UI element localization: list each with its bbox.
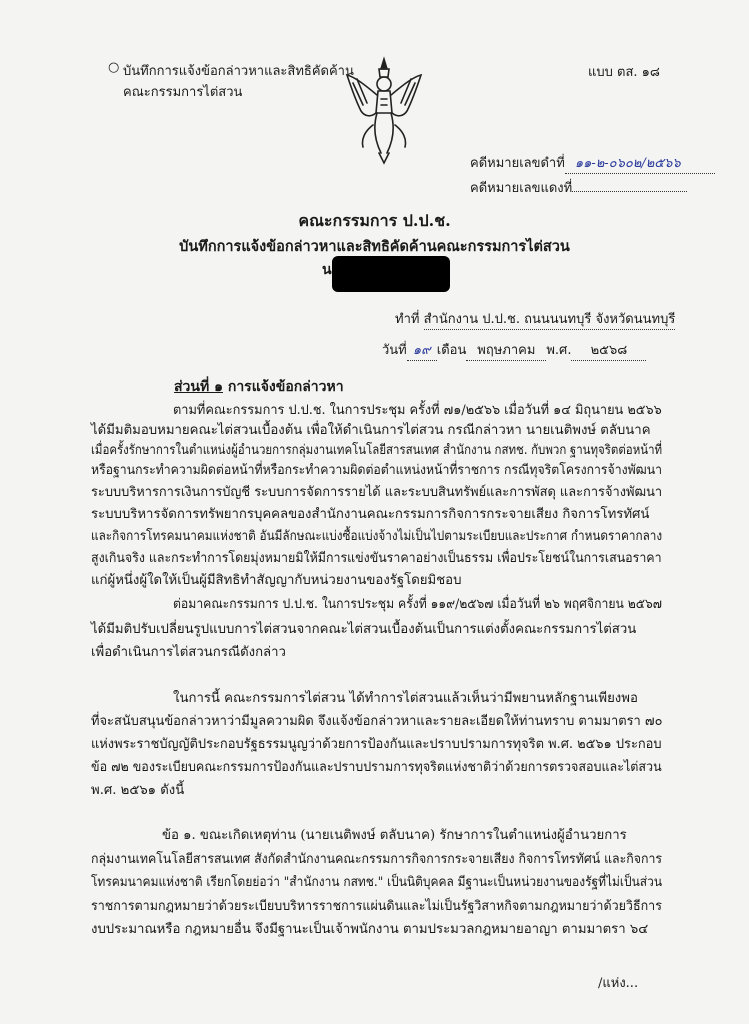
para4-line: กลุ่มงานเทคโนโลยีสารสนเทศ สังกัดสำนักงานคณะกรรมการกิจการกระจายเสียง กิจการโทรทัศน์ และกิจการ bbox=[91, 852, 663, 867]
place-prefix: ทำที่ bbox=[395, 312, 420, 327]
date-day-label: วันที่ bbox=[382, 343, 407, 358]
place-line bbox=[395, 308, 675, 330]
place-value: สำนักงาน ป.ป.ช. ถนนนนทบุรี จังหวัดนนทบุรี bbox=[424, 308, 676, 330]
para2-line: ต่อมาคณะกรรมการ ป.ป.ช. ในการประชุม ครั้งที่ ๑๑๙/๒๕๖๗ เมื่อวันที่ ๒๖ พฤศจิกายน ๒๕๖๗ bbox=[173, 597, 662, 612]
para1-line: เมื่อครั้งรักษาการในตำแหน่งผู้อำนวยการกลุ่มงานเทคโนโลยีสารสนเทศ สำนักงาน กสทช. กับพวก ฐานทุจริตต่อหน้าที่ bbox=[91, 443, 663, 458]
date-month: พฤษภาคม bbox=[477, 343, 536, 358]
para2-line: เพื่อดำเนินการไต่สวนกรณีดังกล่าว bbox=[91, 645, 286, 660]
para4-line: งบประมาณหรือ กฎหมายอื่น จึงมีฐานะเป็นเจ้าพนักงาน ตามประมวลกฎหมายอาญา ตามมาตรา ๖๔ bbox=[91, 922, 649, 937]
para3-line: แห่งพระราชบัญญัติประกอบรัฐธรรมนูญว่าด้วยการป้องกันและปราบปรามการทุจริต พ.ศ. ๒๕๖๑ ประกอบ bbox=[91, 737, 662, 752]
para3-line: พ.ศ. ๒๕๖๑ ดังนี้ bbox=[91, 783, 185, 798]
header-label-line2: คณะกรรมการไต่สวน bbox=[123, 85, 243, 100]
case-red-number bbox=[470, 177, 687, 198]
para3-line: ในการนี้ คณะกรรมการไต่สวน ได้ทำการไต่สวนแล้วเห็นว่ามีพยานหลักฐานเพียงพอ bbox=[173, 691, 638, 706]
case-black-number bbox=[470, 152, 715, 174]
garuda-emblem bbox=[343, 55, 425, 165]
date-month-label: เดือน bbox=[436, 343, 467, 358]
case-black-label: คดีหมายเลขดำที่ bbox=[470, 156, 565, 171]
para2-line: ได้มีมติปรับเปลี่ยนรูปแบบการไต่สวนจากคณะไต่สวนเบื้องต้นเป็นการแต่งตั้งคณะกรรมการไต่สวน bbox=[91, 622, 637, 637]
record-title: บันทึกการแจ้งข้อกล่าวหาและสิทธิคัดค้านคณะกรรมการไต่สวน bbox=[179, 238, 570, 255]
para1-line: ระบบบริหารจัดการทรัพยากรบุคคลของสำนักงานคณะกรรมการกิจการกระจายเสียง กิจการโทรทัศน์ bbox=[91, 507, 650, 522]
committee-title: คณะกรรมการ ป.ป.ช. bbox=[298, 211, 451, 230]
redacted-name-prefix: น bbox=[322, 262, 332, 278]
para1-line: สูงเกินจริง และกระทำการโดยมุ่งหมายมิให้มีการแข่งขันราคาอย่างเป็นธรรม เพื่อประโยชน์ในการเสนอราคา bbox=[91, 551, 662, 566]
section1-heading bbox=[174, 376, 344, 398]
redaction-block bbox=[332, 256, 450, 292]
para4-line: ข้อ ๑. ขณะเกิดเหตุท่าน (นายเนติพงษ์ ตลับนาค) รักษาการในตำแหน่งผู้อำนวยการ bbox=[162, 828, 627, 843]
case-black-value: ๑๑-๒-๐๖๐๒/๒๕๖๖ bbox=[574, 156, 681, 171]
para3-line: ข้อ ๗๒ ของระเบียบคณะกรรมการป้องกันและปราบปรามการทุจริตแห่งชาติว่าด้วยการตรวจสอบและไต่สวน bbox=[91, 760, 662, 775]
section1-number: ส่วนที่ ๑ bbox=[174, 379, 223, 395]
continue-marker: /แห่ง... bbox=[598, 976, 639, 991]
header-label-line1: บันทึกการแจ้งข้อกล่าวหาและสิทธิคัดค้าน bbox=[123, 64, 354, 79]
para1-line: และกิจการโทรคมนาคมแห่งชาติ อันมีลักษณะแบ่งซื้อแบ่งจ้างไม่เป็นไปตามระเบียบและประกาศ กำหนดราคากลาง bbox=[91, 529, 663, 544]
form-code: แบบ ตส. ๑๘ bbox=[588, 65, 660, 80]
date-line bbox=[382, 339, 646, 361]
para1-line: แก่ผู้หนึ่งผู้ใดให้เป็นผู้มีสิทธิทำสัญญากับหน่วยงานของรัฐโดยมิชอบ bbox=[91, 573, 462, 588]
para4-line: ราชการตามกฎหมายว่าด้วยระเบียบบริหารราชการแผ่นดินและไม่เป็นรัฐวิสาหกิจตามกฎหมายว่าด้วยวิธีการ bbox=[91, 899, 662, 914]
para1-line: ได้มีมติมอบหมายคณะไต่สวนเบื้องต้น เพื่อให้ดำเนินการไต่สวน กรณีกล่าวหา นายเนติพงษ์ ตลับนาค bbox=[91, 423, 651, 438]
section1-title: การแจ้งข้อกล่าวหา bbox=[227, 379, 344, 395]
para4-line: โทรคมนาคมแห่งชาติ เรียกโดยย่อว่า "สำนักงาน กสทช." เป็นนิติบุคคล มีฐานะเป็นหน่วยงานของรัฐที่ไม่เป็นส่วน bbox=[91, 875, 663, 890]
checkbox-circle[interactable]: ○ bbox=[108, 60, 120, 75]
case-red-label: คดีหมายเลขแดงที่ bbox=[470, 181, 573, 196]
para1-line: หรือฐานกระทำความผิดต่อหน้าที่หรือกระทำความผิดต่อตำแหน่งหน้าที่ราชการ กรณีทุจริตโครงการจ้างพัฒนา bbox=[91, 463, 663, 478]
para1-line: ระบบบริหารการเงินการบัญชี ระบบการจัดการรายได้ และระบบสินทรัพย์และการพัสดุ และการจ้างพัฒนา bbox=[91, 485, 663, 500]
para3-line: ที่จะสนับสนุนข้อกล่าวหาว่ามีมูลความผิด จึงแจ้งข้อกล่าวหาและรายละเอียดให้ท่านทราบ ตามมาตรา ๗๐ bbox=[91, 714, 663, 729]
date-year: ๒๕๖๘ bbox=[590, 343, 628, 358]
date-day: ๑๙ bbox=[412, 343, 431, 358]
date-year-label: พ.ศ. bbox=[546, 343, 572, 358]
para1-line: ตามที่คณะกรรมการ ป.ป.ช. ในการประชุม ครั้งที่ ๗๑/๒๕๖๖ เมื่อวันที่ ๑๔ มิถุนายน ๒๕๖๖ bbox=[173, 403, 662, 418]
